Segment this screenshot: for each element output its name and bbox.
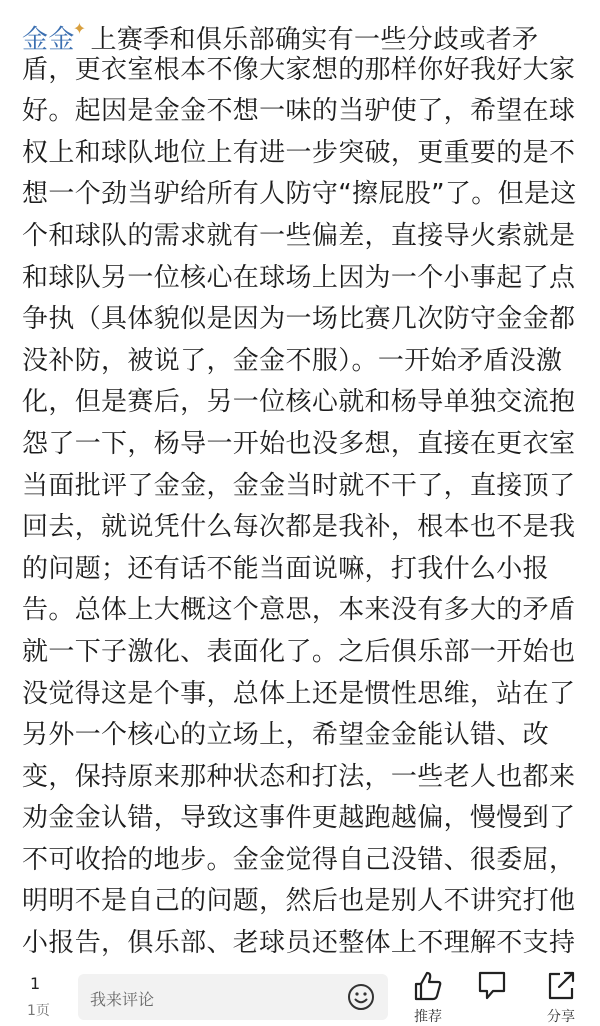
star-badge-icon: ✦	[72, 19, 87, 38]
post-text-line: 上赛季和俱乐部确实有一些分歧或者矛	[90, 25, 539, 55]
post-text-line: 和球队另一位核心在球场上因为一个小事起了点	[22, 262, 576, 293]
post-text-line: 怨了一下，杨导一开始也没多想，直接在更衣室	[22, 428, 576, 459]
comment-placeholder: 我来评论	[90, 990, 155, 1009]
post-text-body	[22, 50, 590, 966]
post-text-line: 个和球队的需求就有一些偏差，直接导火索就是	[22, 220, 576, 251]
post-text-line: 小报告，俱乐部、老球员还整体上不理解不支持	[22, 928, 576, 959]
post-text-line: 权上和球队地位上有进一步突破，更重要的是不	[22, 137, 576, 168]
post-text-line: 明明不是自己的问题，然后也是别人不讲究打他	[22, 886, 576, 917]
post-text-line: 盾，更衣室根本不像大家想的那样你好我好大家	[22, 54, 576, 85]
post-text-line: 没补防，被说了，金金不服）。一开始矛盾没激	[22, 345, 563, 376]
comment-bubble-icon	[477, 970, 507, 1002]
thumbs-up-icon	[413, 970, 443, 1002]
comment-button[interactable]	[467, 970, 517, 1024]
post-line-first	[22, 8, 590, 55]
smiley-icon[interactable]	[346, 982, 376, 1016]
post-text-line: 没觉得这是个事，总体上还是惯性思维，站在了	[22, 678, 576, 709]
post-text-line: 变，保持原来那种状态和打法，一些老人也都来	[22, 761, 576, 792]
post-text-line: 回去，就说凭什么每次都是我补，根本也不是我	[22, 512, 576, 543]
post-text-line: 不可收拾的地步。金金觉得自己没错、很委屈，	[22, 844, 576, 875]
post-text-line: 就一下子激化、表面化了。之后俱乐部一开始也	[22, 636, 576, 667]
post-text-line: 告。总体上大概这个意思，本来没有多大的矛盾	[22, 595, 576, 626]
post-text-line: 化，但是赛后，另一位核心就和杨导单独交流抱	[22, 387, 576, 418]
share-label: 分享	[547, 1009, 575, 1025]
post-text-line: 争执（具体貌似是因为一场比赛几次防守金金都	[22, 304, 576, 335]
recommend-button[interactable]	[403, 970, 453, 1024]
post-text-line: 劝金金认错，导致这事件更越跑越偏，慢慢到了	[22, 803, 576, 834]
post-text-line: 另外一个核心的立场上，希望金金能认错、改	[22, 720, 550, 751]
page-number[interactable]: 1	[30, 974, 41, 993]
recommend-label: 推荐	[414, 1009, 442, 1025]
post-text-line: 想一个劲当驴给所有人防守“擦屁股”了。但是这	[22, 179, 577, 210]
comment-input[interactable]	[78, 974, 388, 1020]
page-count-label: 1页	[27, 1003, 50, 1019]
share-arrow-icon	[546, 970, 576, 1002]
author-name[interactable]: 金金	[22, 25, 75, 55]
post-text-line: 的问题；还有话不能当面说嘛，打我什么小报	[22, 553, 550, 584]
post-text-line: 当面批评了金金，金金当时就不干了，直接顶了	[22, 470, 576, 501]
post-text-line: 好。起因是金金不想一味的当驴使了，希望在球	[22, 96, 576, 127]
bottom-toolbar	[0, 966, 600, 1026]
share-button[interactable]	[536, 970, 586, 1024]
